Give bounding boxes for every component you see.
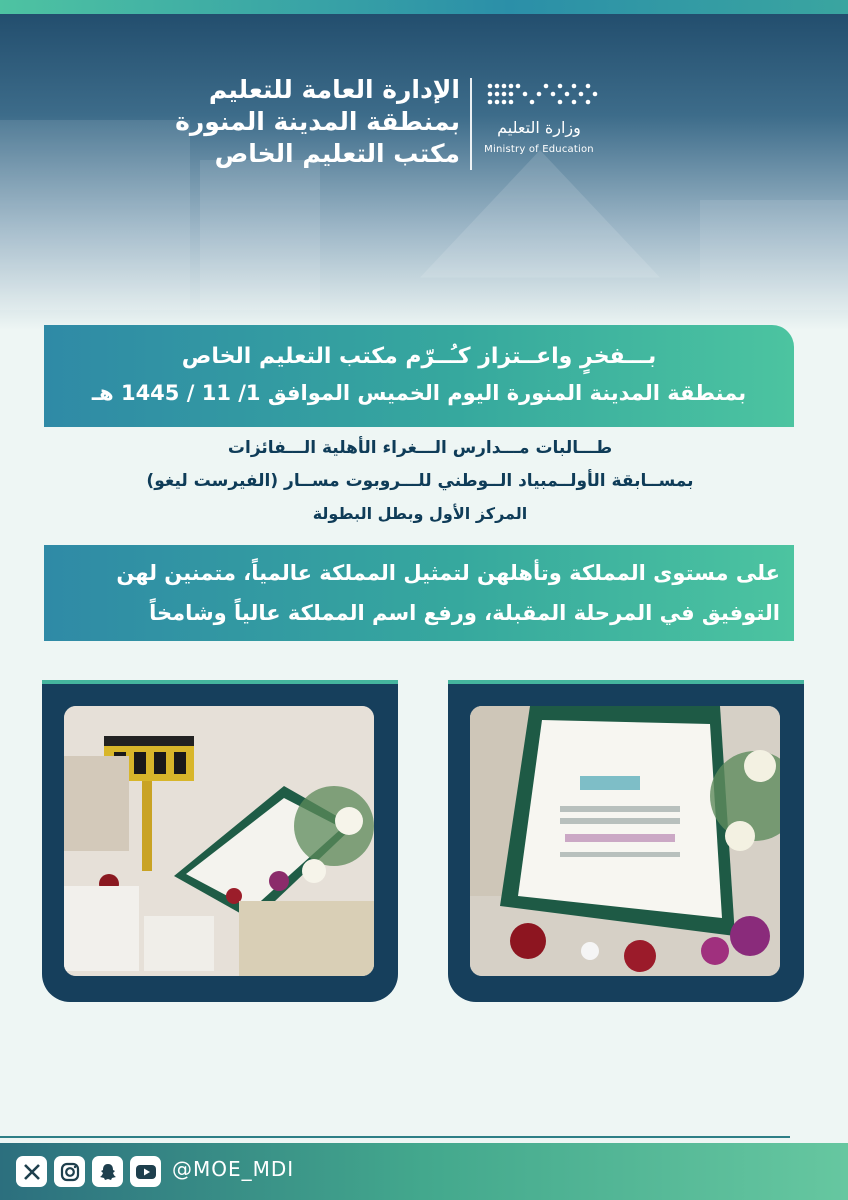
hero-background bbox=[0, 0, 848, 330]
photo-frame-right bbox=[448, 680, 804, 1002]
achievement-line-3: المركز الأول وبطل البطولة bbox=[312, 504, 528, 523]
wishes-banner bbox=[44, 545, 794, 641]
trophy-stem bbox=[142, 781, 152, 871]
ministry-logo-dots-icon bbox=[486, 82, 598, 110]
achievement-line-2: بمســابقة الأولــمبياد الــوطني للـــروبوت مســار (الفيرست ليغو) bbox=[146, 471, 694, 491]
directorate-title bbox=[100, 74, 460, 170]
banner-line-1: بـــفخرٍ واعــتزاز كـُــرّم مكتب التعليم الخاص bbox=[181, 344, 657, 369]
award-scene-right bbox=[470, 706, 780, 976]
banner-line-2: بمنطقة المدينة المنورة اليوم الخميس الموافق 1/ 11 / 1445 هـ bbox=[91, 381, 747, 405]
trophy-top bbox=[104, 736, 194, 746]
wishes-line-2: التوفيق في المرحلة المقبلة، ورفع اسم المملكة عالياً وشامخاً bbox=[149, 601, 780, 625]
directorate-line-1: الإدارة العامة للتعليم bbox=[208, 75, 460, 104]
social-icons bbox=[16, 1156, 161, 1187]
achievement-line-1: طـــالبات مـــدارس الـــغراء الأهلية الـــفائزات bbox=[227, 438, 613, 458]
achievement-text bbox=[60, 432, 780, 530]
logo-arabic-text: وزارة التعليم bbox=[497, 118, 581, 137]
gift-bag bbox=[64, 756, 129, 851]
building-silhouette bbox=[700, 200, 848, 310]
footer-divider bbox=[0, 1136, 790, 1138]
youtube-icon[interactable] bbox=[130, 1156, 161, 1187]
photo-frame-left bbox=[42, 680, 398, 1002]
social-handle[interactable]: @MOE_MDI bbox=[172, 1157, 295, 1181]
logo-english-text: Ministry of Education bbox=[484, 144, 594, 155]
dome-silhouette bbox=[420, 150, 660, 300]
certificate-box bbox=[64, 886, 139, 971]
directorate-line-2: بمنطقة المدينة المنورة bbox=[175, 107, 460, 136]
header-divider bbox=[470, 78, 472, 170]
gift-bag-gold bbox=[239, 901, 374, 976]
award-photo-left bbox=[64, 706, 374, 976]
instagram-icon[interactable] bbox=[54, 1156, 85, 1187]
ministry-logo bbox=[480, 78, 605, 168]
announcement-banner bbox=[44, 325, 794, 427]
directorate-line-3: مكتب التعليم الخاص bbox=[214, 139, 460, 168]
top-accent-strip bbox=[0, 0, 848, 14]
award-scene-left bbox=[64, 706, 374, 976]
award-photo-right bbox=[470, 706, 780, 976]
x-icon[interactable] bbox=[16, 1156, 47, 1187]
snapchat-icon[interactable] bbox=[92, 1156, 123, 1187]
building-silhouette bbox=[200, 160, 320, 310]
wishes-line-1: على مستوى المملكة وتأهلهن لتمثيل المملكة عالمياً، متمنين لهن bbox=[116, 561, 780, 585]
